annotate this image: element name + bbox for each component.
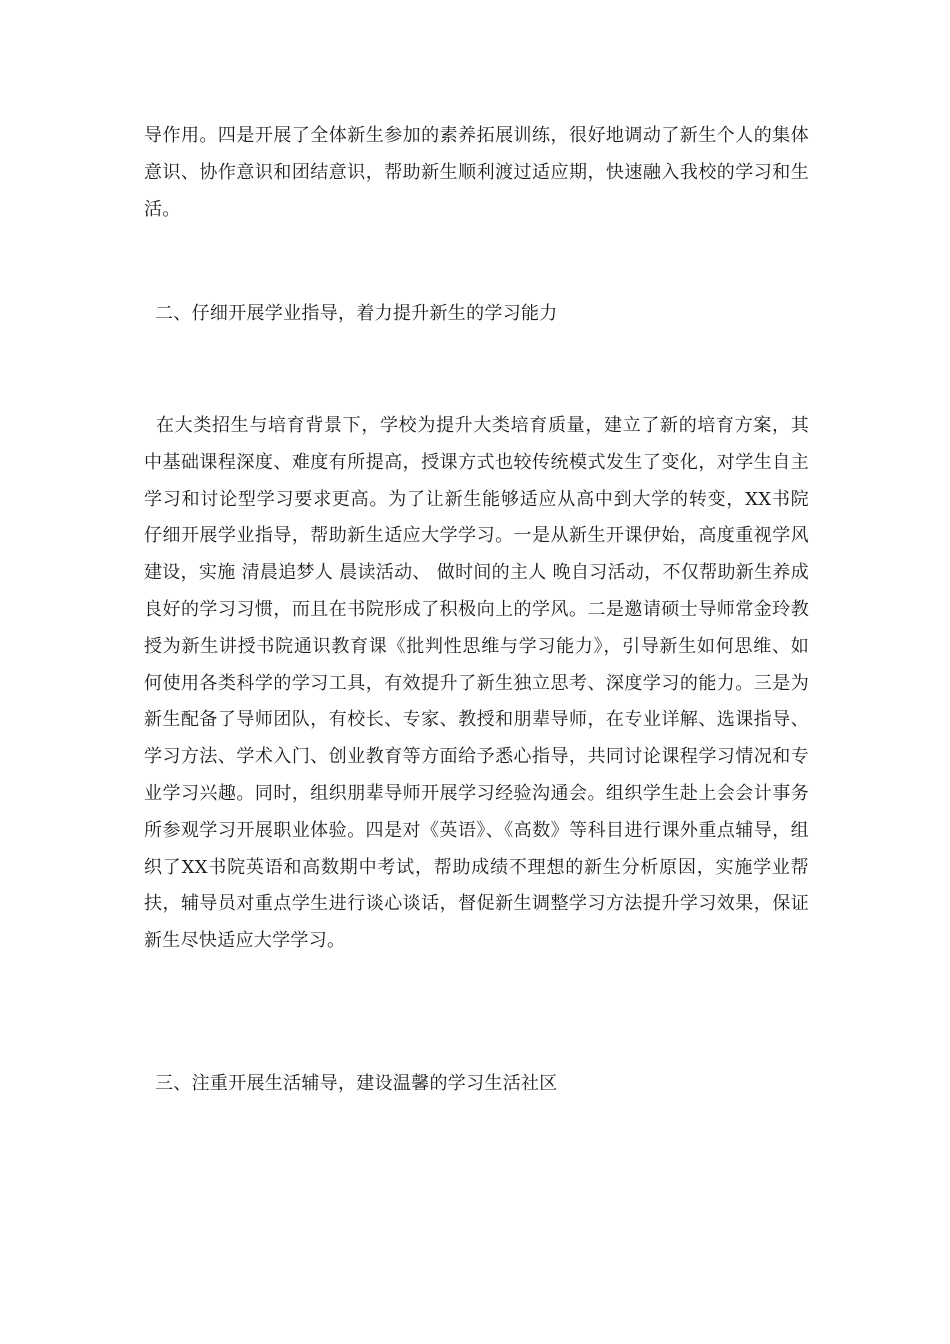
paragraph-continuation: 导作用。四是开展了全体新生参加的素养拓展训练，很好地调动了新生个人的集体意识、协作意识和团结意识，帮助新生顺利渡过适应期，快速融入我校的学习和生活。 [144, 125, 809, 220]
section-heading-2: 二、仔细开展学业指导，着力提升新生的学习能力 [155, 303, 558, 324]
paragraph-academic-guidance: 在大类招生与培育背景下，学校为提升大类培育质量，建立了新的培育方案，其中基础课程深度、难度有所提高，授课方式也较传统模式发生了变化，对学生自主学习和讨论型学习要求更高。为了让新生能够适应从高中到大学的转变，XX书院仔细开展学业指导，帮助新生适应大学学习。一是从新生开课伊始，高度重视学风建设，实施 清晨追梦人 晨读活动、 做时间的主人 晚自习活动，不仅帮助新生养成良好的学习习惯，而且在书院形成了积极向上的学风。二是邀请硕士导师常金玲教授为新生讲授书院通识教育课《批判性思维与学习能力》，引导新生如何思维、如何使用各类科学的学习工具，有效提升了新生独立思考、深度学习的能力。三是为新生配备了导师团队，有校长、专家、教授和朋辈导师，在专业详解、选课指导、学习方法、学术入门、创业教育等方面给予悉心指导，共同讨论课程学习情况和专业学习兴趣。同时，组织朋辈导师开展学习经验沟通会。组织学生赴上会会计事务所参观学习开展职业体验。四是对《英语》、《高数》等科目进行课外重点辅导，组织了XX书院英语和高数期中考试，帮助成绩不理想的新生分析原因，实施学业帮扶，辅导员对重点学生进行谈心谈话，督促新生调整学习方法提升学习效果，保证新生尽快适应大学学习。 [144, 415, 809, 952]
section-heading-3: 三、注重开展生活辅导，建设温馨的学习生活社区 [155, 1073, 558, 1094]
